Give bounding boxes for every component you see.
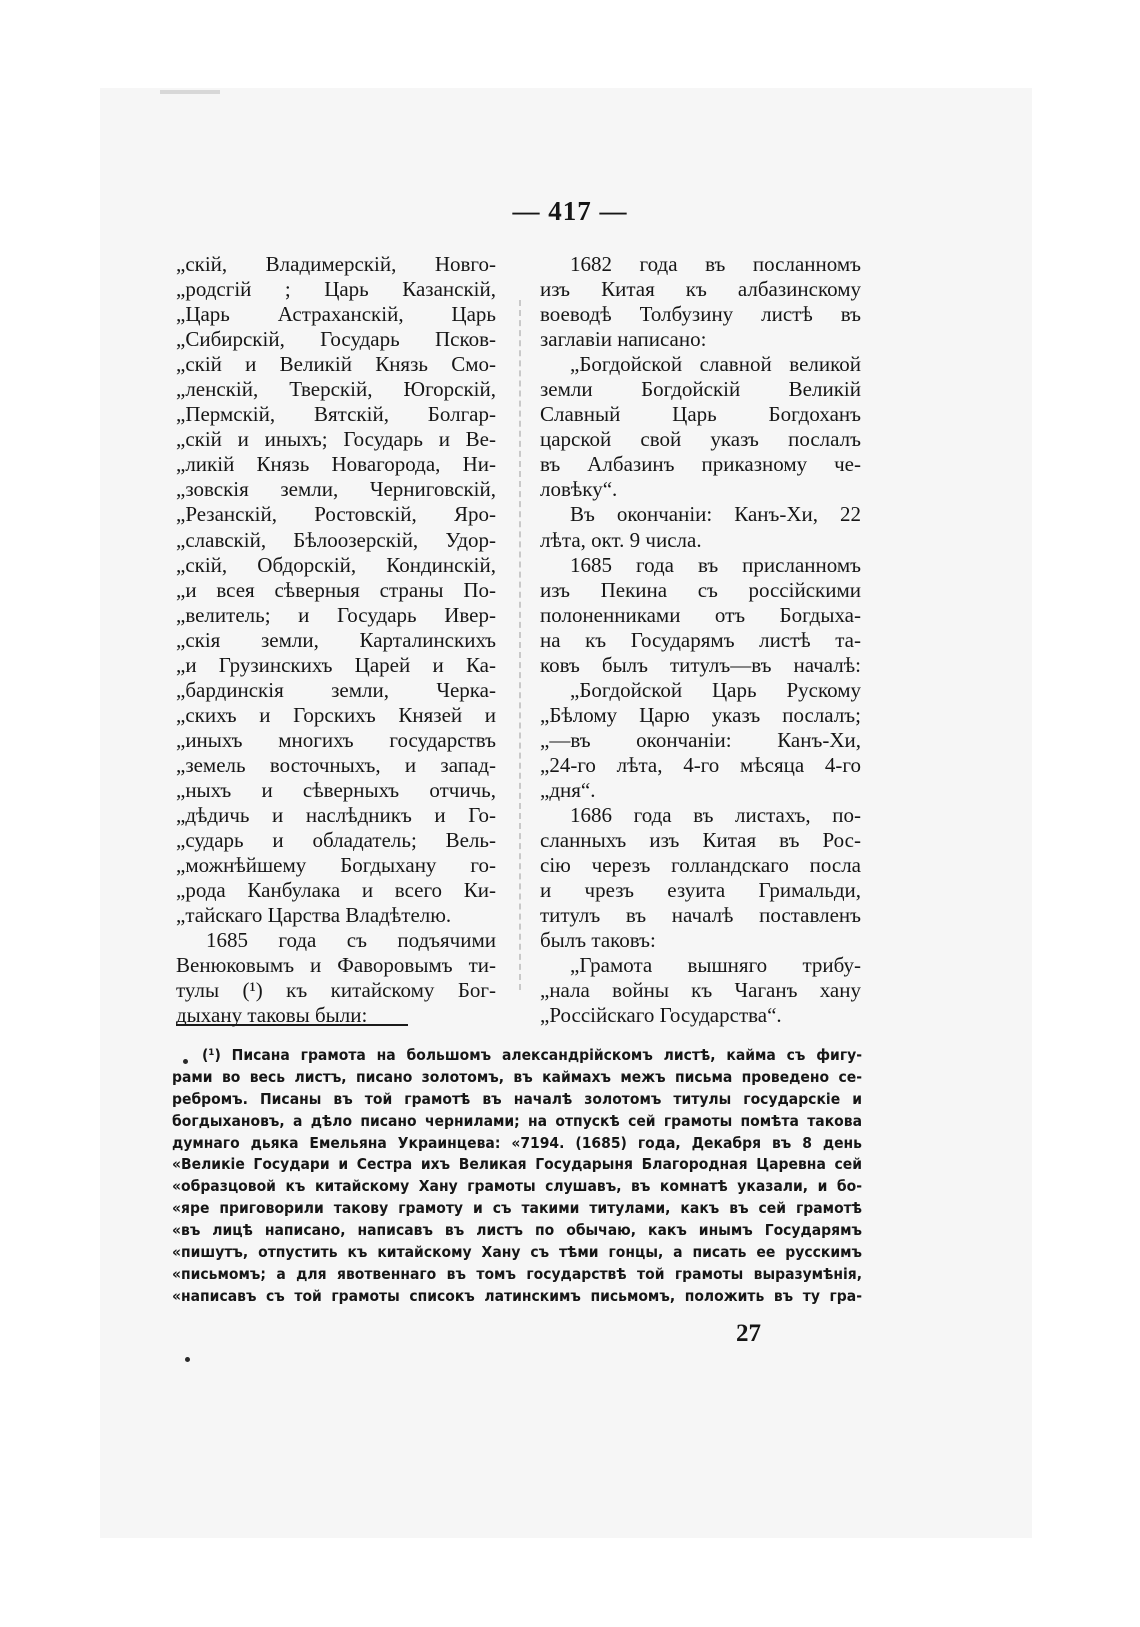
text-line: „бардинскія земли, Черка- [176,677,496,702]
scan-mark [160,90,220,94]
text-line: „Россійскаго Государства“. [540,1003,782,1028]
text-line: „сударь и обладатель; Вель- [176,828,496,853]
footnote-line: «пишутъ, отпустить къ китайскому Хану съ тѣми гонцы, а писать ее русскимъ [172,1243,862,1262]
text-line: „ликій Князь Новагорода, Ни- [176,452,496,477]
text-line: 1686 года въ листахъ, по- [570,803,861,828]
left-column [176,252,496,1028]
text-line: „скихъ и Горскихъ Князей и [176,702,496,727]
text-line: и чрезъ езуита Гримальди, [540,878,861,903]
text-line: Венюковымъ и Фаворовымъ ти- [176,953,496,978]
text-line: „земель восточныхъ, и запад- [176,752,496,777]
text-line: „24-го лѣта, 4-го мѣсяца 4-го [540,752,861,777]
footnote-line: (¹) Писана грамота на большомъ александрійскомъ листѣ, кайма съ фигу- [202,1046,862,1064]
text-line: ковъ былъ титулъ—въ началѣ: [540,652,861,677]
footnote-line: «письмомъ; а для явотвеннаго въ томъ государствѣ той грамоты выразумѣнія, [172,1264,862,1283]
text-line: лѣта, окт. 9 числа. [540,527,702,552]
footnote-line: богдыхановъ, а дѣло писано чернилами; на отпускѣ сей грамоты помѣта такова [172,1111,862,1130]
text-line: „и Грузинскихъ Царей и Ка- [176,652,496,677]
text-line: „скій и Великій Князь Смо- [176,352,496,377]
text-line: „и всея сѣверныя страны По- [176,577,496,602]
text-line: „можнѣйшему Богдыхану го- [176,853,496,878]
text-line: „скій, Владимерскій, Новго- [176,252,496,276]
text-line: „тайскаго Царства Владѣтелю. [176,903,452,928]
text-line: „Бѣлому Царю указъ послалъ; [540,702,861,727]
text-line: „зовскія земли, Черниговскій, [176,477,496,502]
text-line: изъ Пекина съ россійскими [540,577,861,602]
column-divider [519,300,521,990]
footnote-line: «въ лицѣ написано, написавъ въ листъ по обычаю, какъ инымъ Государямъ [172,1221,862,1240]
text-line: 1682 года въ посланномъ [570,252,861,276]
ink-speck [185,1357,190,1362]
footnote-line: «Великіе Государи и Сестра ихъ Великая Государыня Благородная Царевна сей [172,1155,862,1174]
signature-mark: 27 [736,1320,761,1347]
text-line: „иныхъ многихъ государствъ [176,727,496,752]
text-line: „—въ окончаніи: Канъ-Хи, [540,727,861,752]
text-line: въ Албазинъ приказному че- [540,452,861,477]
text-line: „велитель; и Государь Ивер- [176,602,496,627]
text-line: „Резанскій, Ростовскій, Яро- [176,502,496,527]
text-line: Въ окончаніи: Канъ-Хи, 22 [570,502,861,527]
text-line: воеводѣ Толбузину листѣ въ [540,302,861,327]
text-line: на къ Государямъ листѣ та- [540,627,861,652]
text-line: титулъ въ началѣ поставленъ [540,903,861,928]
text-line: сланныхъ изъ Китая въ Рос- [540,828,861,853]
text-line: „родсгій ; Царь Казанскій, [176,277,496,302]
text-line: „Грамота вышняго трибу- [570,953,861,978]
text-line: „скій и иныхъ; Государь и Ве- [176,427,496,452]
text-line: „Пермскій, Вятскій, Болгар- [176,402,496,427]
footnote-line: рами во весь листъ, писано золотомъ, въ каймахъ межъ письма проведено се- [172,1067,862,1086]
text-line: 1685 года съ подъячими [206,928,496,953]
footnote-line: «образцовой къ китайскому Хану грамоты слушавъ, въ комнатѣ указали, и бо- [172,1177,862,1196]
footnote-line: думнаго дьяка Емельяна Украинцева: «7194. (1685) года, Декабря въ 8 день [172,1133,862,1152]
right-column [540,252,861,1028]
text-line: „ленскій, Тверскій, Югорскій, [176,377,496,402]
text-line: полоненниками отъ Богдыха- [540,602,861,627]
footnote-line: «яре приговорили такову грамоту и съ такими титулами, какъ въ сей грамотѣ [172,1199,862,1218]
text-line: „рода Канбулака и всего Ки- [176,878,496,903]
text-line: тулы (¹) къ китайскому Бог- [176,978,496,1003]
text-line: „ныхъ и сѣверныхъ отчичь, [176,777,496,802]
text-line: „Сибирскій, Государь Псков- [176,327,496,352]
text-line: 1685 года въ присланномъ [570,552,861,577]
text-line: былъ таковъ: [540,928,656,953]
text-line: Славный Царь Богдоханъ [540,402,861,427]
page-number: — 417 — [512,196,628,226]
footnote-line: ребромъ. Писаны въ той грамотѣ въ началѣ золотомъ титулы государскіе и [172,1089,862,1108]
text-line: царской свой указъ послалъ [540,427,861,452]
text-line: дыхану таковы были: [176,1003,368,1028]
text-line: изъ Китая къ албазинскому [540,277,861,302]
text-line: земли Богдойскій Великій [540,377,861,402]
text-line: сію черезъ голландскаго посла [540,853,861,878]
text-line: „Богдойской славной великой [570,352,861,377]
text-line: ловѣку“. [540,477,618,502]
ink-speck [183,1059,188,1064]
text-line: „дня“. [540,777,596,802]
footnote-rule [176,1024,408,1026]
text-line: „скій, Обдорскій, Кондинскій, [176,552,496,577]
text-line: „дѣдичь и наслѣдникъ и Го- [176,803,496,828]
text-line: „Богдойской Царь Рускому [570,677,861,702]
footnote-line: «написавъ съ той грамоты списокъ латинскимъ письмомъ, положить въ ту гра- [172,1286,862,1305]
text-line: „скія земли, Карталинскихъ [176,627,496,652]
text-line: „Царь Астраханскій, Царь [176,302,496,327]
text-line: заглавіи написано: [540,327,707,352]
footnote [172,1045,862,1308]
text-line: „славскій, Бѣлоозерскій, Удор- [176,527,496,552]
text-line: „нала войны къ Чаганъ хану [540,978,861,1003]
